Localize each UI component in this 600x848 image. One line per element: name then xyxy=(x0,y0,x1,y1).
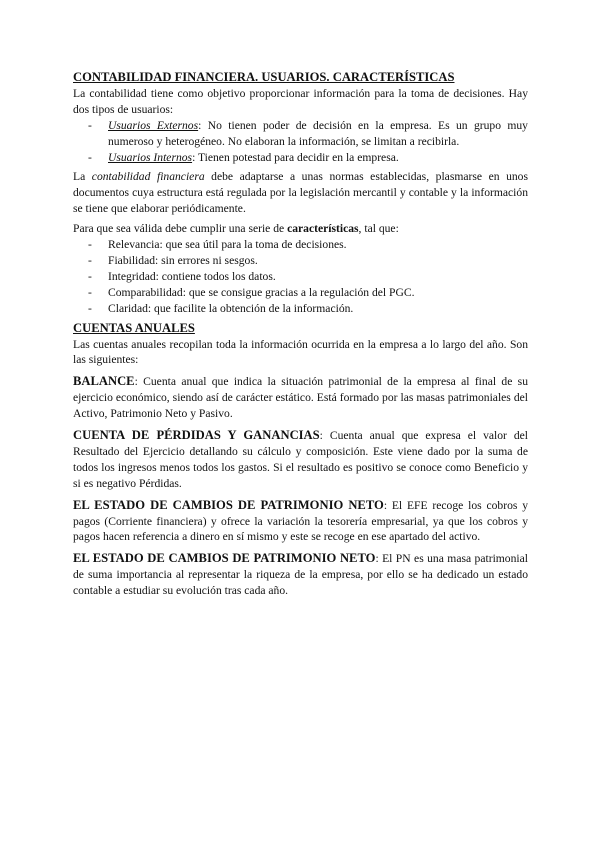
definition-term: contabilidad financiera xyxy=(91,170,205,184)
list-item: - Fiabilidad: sin errores ni sesgos. xyxy=(108,253,528,269)
user-type-text: : No tienen poder de decisión en la empresa. Es un grupo muy numeroso y heterogéneo. No elaboran la información, se limitan a recibirla. xyxy=(108,118,528,148)
cuentas-intro-paragraph: Las cuentas anuales recopilan toda la información ocurrida en la empresa a lo largo del año. Son las siguientes: xyxy=(73,337,528,367)
document-body xyxy=(73,70,528,599)
characteristics-list xyxy=(73,237,528,317)
pyg-paragraph xyxy=(73,428,528,492)
list-item: - Comparabilidad: que se consigue gracias a la regulación del PGC. xyxy=(108,285,528,301)
definition-rest: debe adaptarse a unas normas establecidas, plasmarse en unos documentos cuya estructura está regulada por la legislación mercantil y contable y la información se tiene que elaborar periódicamente. xyxy=(73,170,528,216)
account-term: CUENTA DE PÉRDIDAS Y GANANCIAS xyxy=(73,428,320,443)
account-text: : Cuenta anual que expresa el valor del Resultado del Ejercicio detallando su cálculo y composición. Este viene dado por la suma de todos los ingresos menos todos los gastos. Si el resultado es positivo se conoce como Beneficio y si es negativo Pérdidas. xyxy=(73,429,529,490)
characteristics-intro xyxy=(73,221,528,237)
list-item xyxy=(108,118,528,150)
balance-paragraph xyxy=(73,374,528,422)
definition-start: La xyxy=(73,170,92,184)
ecpn-paragraph xyxy=(73,551,528,599)
account-term: EL ESTADO DE CAMBIOS DE PATRIMONIO NETO xyxy=(73,497,384,512)
users-list xyxy=(73,118,528,166)
user-type-text: : Tienen potestad para decidir en la empresa. xyxy=(192,150,399,164)
list-item: - Relevancia: que sea útil para la toma de decisiones. xyxy=(108,237,528,253)
definition-paragraph xyxy=(73,169,528,217)
intro-paragraph: La contabilidad tiene como objetivo proporcionar información para la toma de decisiones. Hay dos tipos de usuarios: xyxy=(73,86,528,116)
list-item: - Claridad: que facilite la obtención de la información. xyxy=(108,301,528,317)
efe-paragraph xyxy=(73,498,528,546)
account-text: : El EFE recoge los cobros y pagos (Corriente financiera) y ofrece la variación la tesorería empresarial, ya que los cobros y pagos hacen referencia a dinero en sí mismo y este se recoge en ese apartado del activo. xyxy=(73,498,528,544)
list-item: - Integridad: contiene todos los datos. xyxy=(108,269,528,285)
user-type-term: Usuarios Externos xyxy=(108,118,199,132)
section-heading-contabilidad: CONTABILIDAD FINANCIERA. USUARIOS. CARACTERÍSTICAS xyxy=(73,70,455,84)
section-heading-cuentas-anuales: CUENTAS ANUALES xyxy=(73,320,195,335)
user-type-term: Usuarios Internos xyxy=(108,150,193,164)
account-text: : Cuenta anual que indica la situación patrimonial de la empresa al final de su ejercicio económico, siendo así de carácter estático. Está formado por las masas patrimoniales del Activo, Patrimonio Neto y Pasivo. xyxy=(73,375,528,421)
account-text: : El PN es una masa patrimonial de suma importancia al representar la riqueza de la empresa, por ello se ha dedicado un estado contable a estudiar su evolución tras cada año. xyxy=(73,552,528,598)
list-item xyxy=(108,150,528,166)
characteristics-start: Para que sea válida debe cumplir una serie de xyxy=(73,222,288,236)
account-term: EL ESTADO DE CAMBIOS DE PATRIMONIO NETO xyxy=(73,551,376,566)
account-term: BALANCE xyxy=(73,374,135,389)
characteristics-end: , tal que: xyxy=(358,222,399,236)
characteristics-term: características xyxy=(287,222,359,236)
